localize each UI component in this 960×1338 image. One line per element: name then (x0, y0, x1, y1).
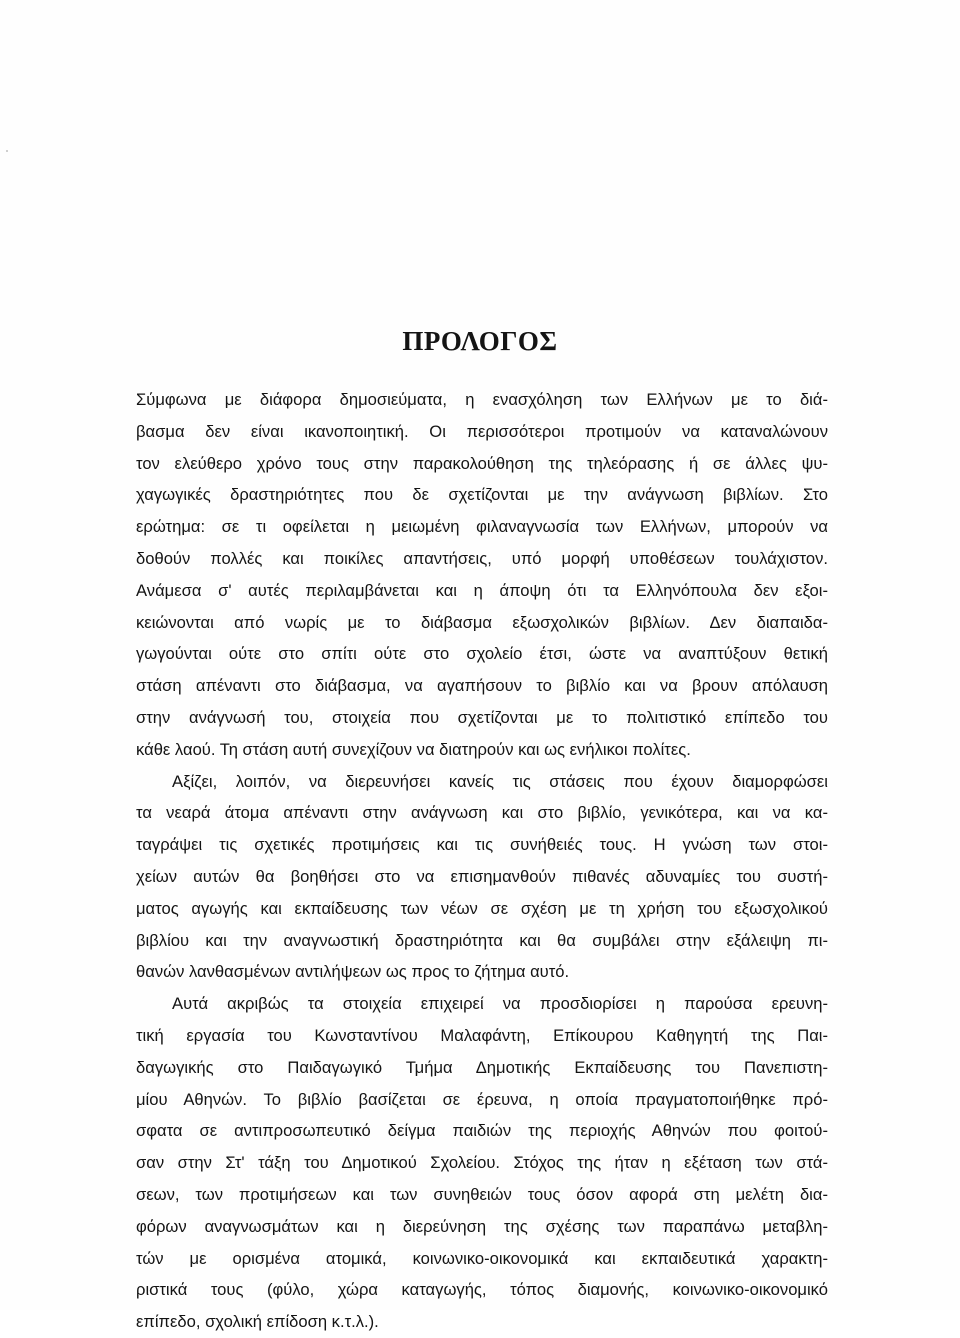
text-line: Σύμφωνα με διάφορα δημοσιεύματα, η ενασχόληση των Ελλήνων με το διά- (136, 390, 828, 409)
text-line: ταγράψει τις σχετικές προτιμήσεις και τις συνήθειές τους. Η γνώση των στοι- (136, 835, 828, 855)
text-line: τα νεαρά άτομα απέναντι στην ανάγνωση και στο βιβλίο, γενικότερα, και να κα- (136, 803, 828, 823)
text-line: ριστικά τους (φύλο, χώρα καταγωγής, τόπος διαμονής, κοινωνικο-οικονομικό (136, 1280, 828, 1300)
text-line: δαγωγικής στο Παιδαγωγικό Τμήμα Δημοτικής Εκπαίδευσης του Πανεπιστη- (136, 1057, 828, 1077)
text-line: θανών λανθασμένων αντιλήψεων ως προς το ζήτημα αυτό. (136, 962, 570, 982)
text-line: τική εργασία του Κωνσταντίνου Μαλαφάντη, Επίκουρου Καθηγητή της Παι- (136, 1025, 828, 1045)
text-line: γωγούνται ούτε στο σπίτι ούτε στο σχολείο έτσι, ώστε να αναπτύξουν θετική (136, 644, 828, 664)
text-line: μίου Αθηνών. Το βιβλίο βασίζεται σε έρευνα, η οποία πραγματοποιήθηκε πρό- (136, 1089, 828, 1109)
text-line: Αξίζει, λοιπόν, να διερευνήσει κανείς τις στάσεις που έχουν διαμορφώσει (172, 771, 828, 791)
text-line: δοθούν πολλές και ποικίλες απαντήσεις, υπό μορφή υποθέσεων τουλάχιστον. (136, 548, 828, 568)
text-line: επίπεδο, σχολική επίδοση κ.τ.λ.). (136, 1312, 379, 1332)
text-line: χείων αυτών θα βοηθήσει στο να επισημανθούν πιθανές αδυναμίες του συστή- (136, 866, 828, 886)
text-line: τών με ορισμένα ατομικά, κοινωνικο-οικονομικά και εκπαιδευτικά χαρακτη- (136, 1248, 828, 1268)
text-line: στάση απέναντι στο διάβασμα, να αγαπήσουν το βιβλίο και να βρουν απόλαυση (136, 676, 828, 696)
text-line: τον ελεύθερο χρόνο τους στην παρακολούθηση της τηλεόρασης ή σε άλλες ψυ- (136, 453, 828, 473)
text-line: σαν στην Στ' τάξη του Δημοτικού Σχολείου. Στόχος της ήταν η εξέταση των στά- (136, 1153, 828, 1173)
text-line: κειώνονται από νωρίς με το διάβασμα εξωσχολικών βιβλίων. Δεν διαπαιδα- (136, 612, 828, 632)
body-text (136, 384, 828, 1338)
page-title: ΠΡΟΛΟΓΟΣ (402, 326, 558, 356)
scan-speck (6, 150, 8, 152)
text-line: κάθε λαού. Τη στάση αυτή συνεχίζουν να διατηρούν και ως ενήλικοι πολίτες. (136, 739, 691, 759)
text-line: στην ανάγνωσή του, στοιχεία που σχετίζονται με το πολιτιστικό επίπεδο του (136, 707, 828, 727)
text-line: ερώτημα: σε τι οφείλεται η μειωμένη φιλαναγνωσία των Ελλήνων, μπορούν να (136, 517, 828, 537)
text-line: βασμα δεν είναι ικανοποιητική. Οι περισσότεροι προτιμούν να καταναλώνουν (136, 421, 828, 441)
paragraph (136, 988, 828, 1338)
text-line: φόρων αναγνωσμάτων και η διερεύνηση της σχέσης των παραπάνω μεταβλη- (136, 1216, 828, 1236)
text-line: σεων, των προτιμήσεων και των συνηθειών τους όσον αφορά στη μελέτη δια- (136, 1184, 828, 1204)
paragraph (136, 766, 828, 989)
text-line: βιβλίου και την αναγνωστική δραστηριότητα και θα συμβάλει στην εξάλειψη πι- (136, 930, 828, 950)
text-line: Αυτά ακριβώς τα στοιχεία επιχειρεί να προσδιορίσει η παρούσα ερευνη- (172, 994, 828, 1014)
text-line: Ανάμεσα σ' αυτές περιλαμβάνεται και η άποψη ότι τα Ελληνόπουλα δεν εξοι- (136, 580, 828, 600)
text-line: χαγωγικές δραστηριότητες που δε σχετίζονται με την ανάγνωση βιβλίων. Στο (136, 485, 828, 505)
text-line: ματος αγωγής και εκπαίδευσης των νέων σε σχέση με τη χρήση του εξωσχολικού (136, 898, 828, 918)
text-line: σφατα σε αντιπροσωπευτικό δείγμα παιδιών της περιοχής Αθηνών που φοιτού- (136, 1121, 828, 1141)
paragraph (136, 384, 828, 766)
